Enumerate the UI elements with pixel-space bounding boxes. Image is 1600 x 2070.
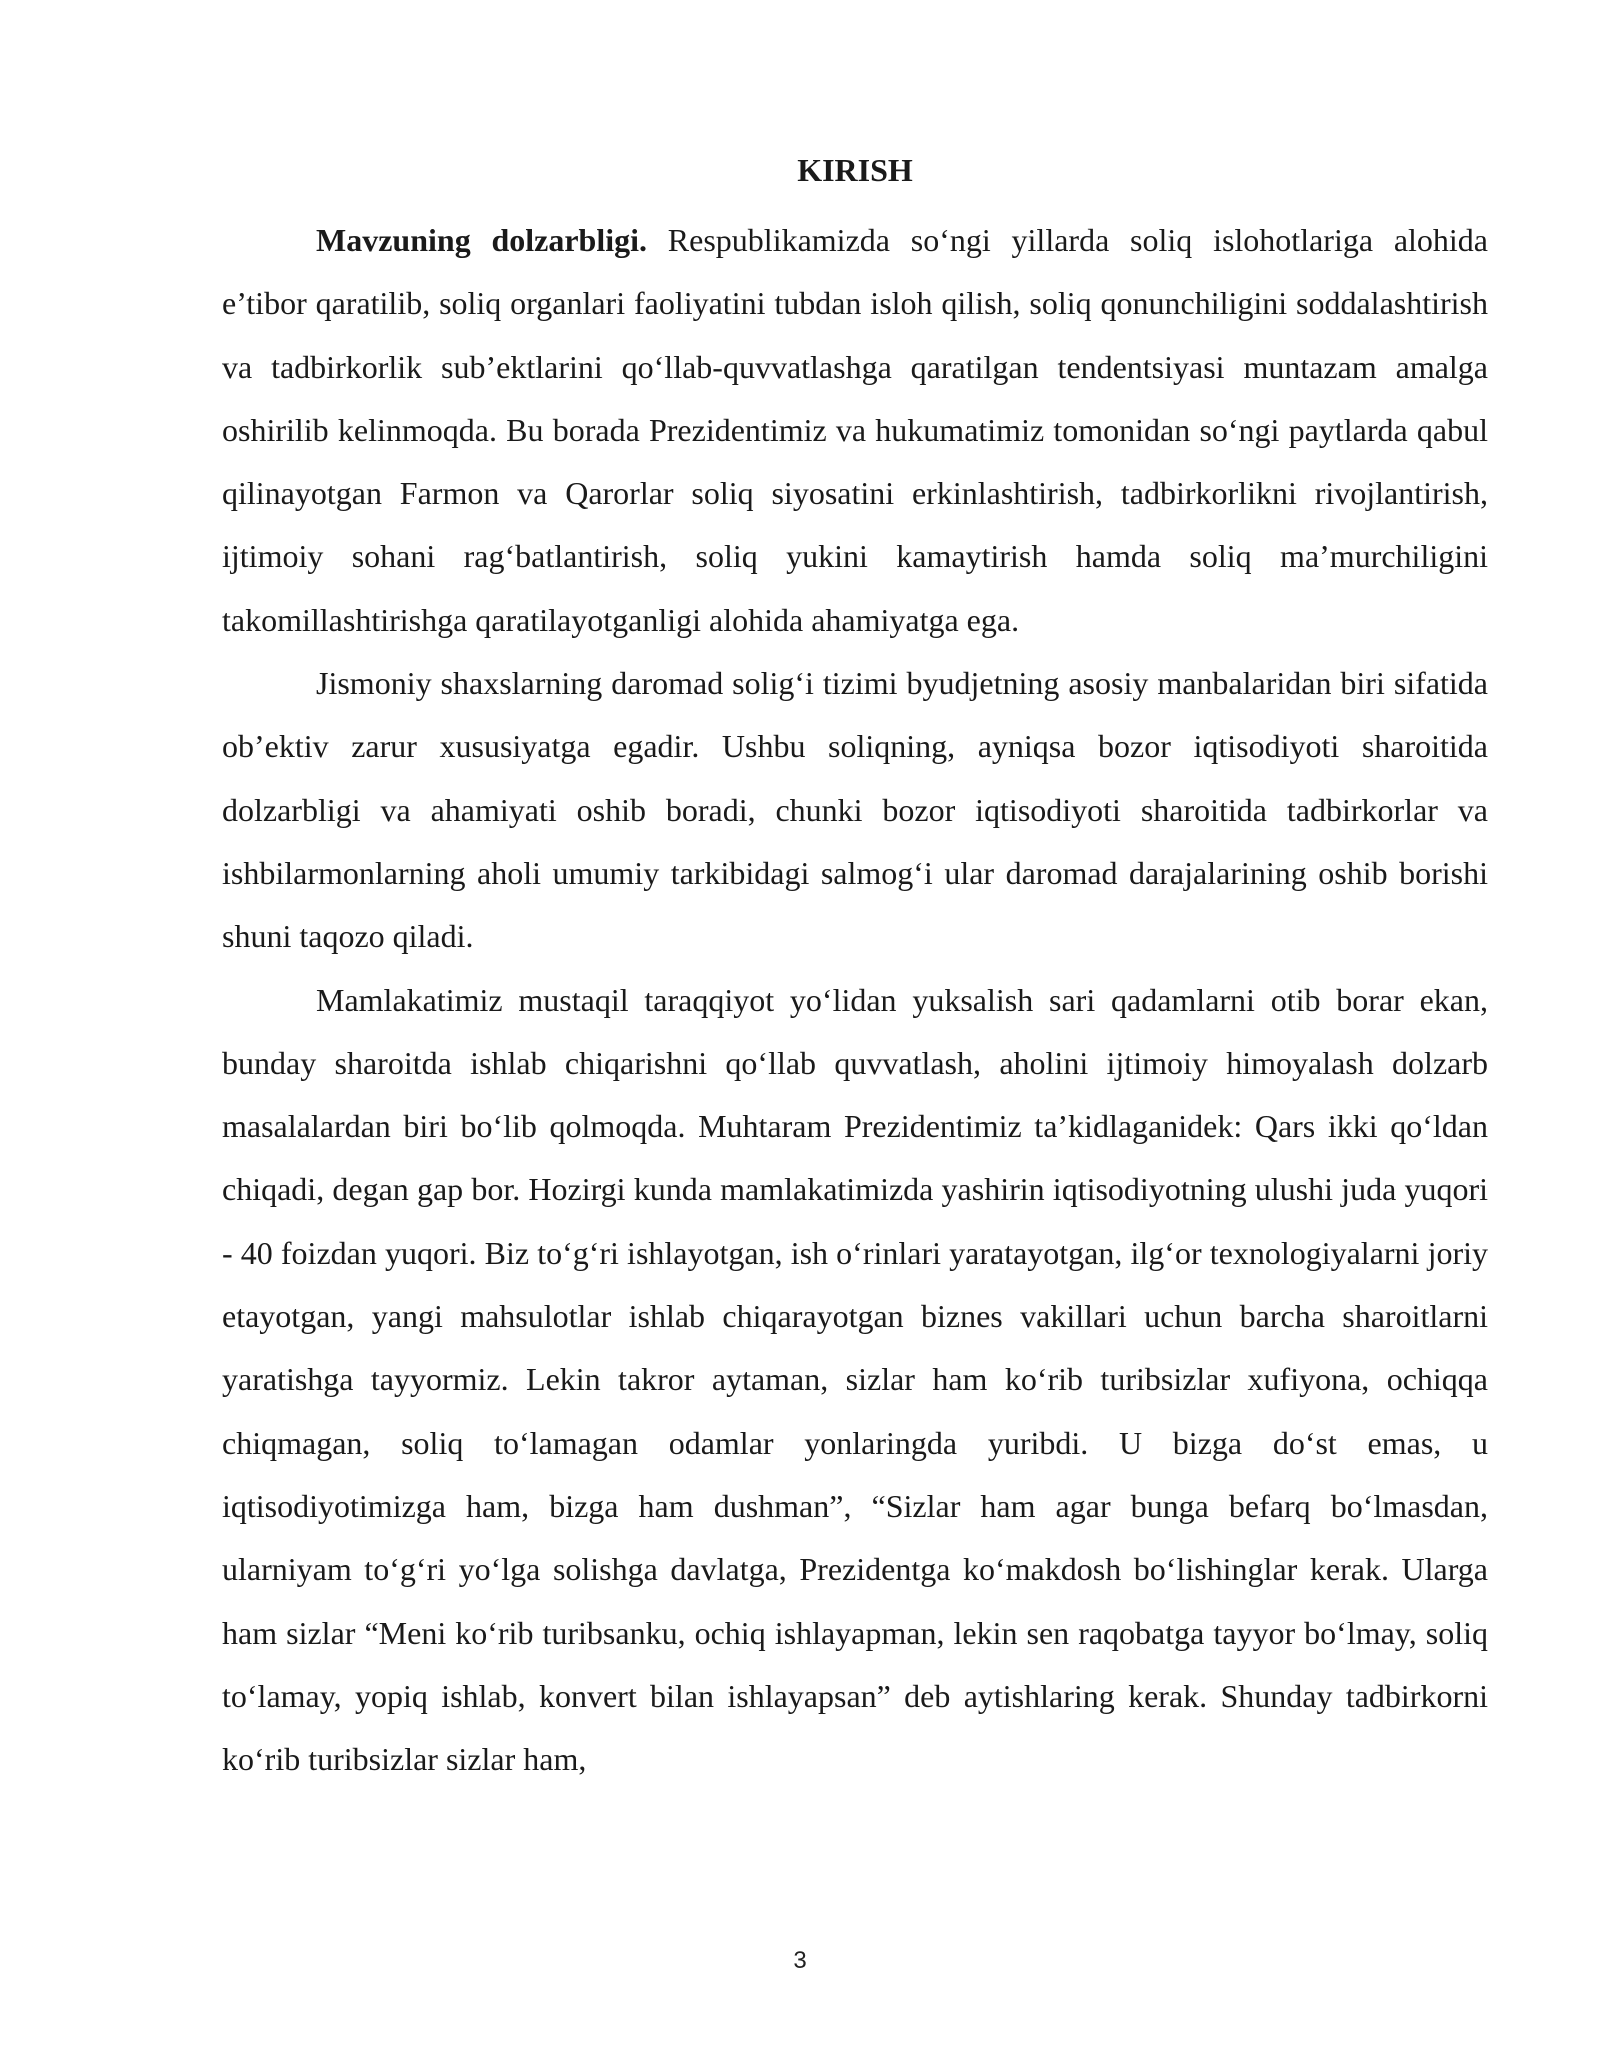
paragraph-relevance: [222, 209, 1488, 652]
paragraph-text: Jismoniy shaxslarning daromad solig‘i tizimi byudjetning asosiy manbalaridan biri sifatida ob’ektiv zarur xususiyatga egadir. Ushbu soliqning, ayniqsa bozor iqtisodiyoti sharoitida dolzarbligi va ahamiyati oshib boradi, chunki bozor iqtisodiyoti sharoitida tadbirkorlar va ishbilarmonlarning aholi umumiy tarkibidagi salmog‘i ular daromad darajalarining oshib borishi shuni taqozo qiladi.: [222, 665, 1488, 955]
section-heading: KIRISH: [797, 152, 913, 188]
paragraph-text: Respublikamizda so‘ngi yillarda soliq islohotlariga alohida e’tibor qaratilib, soliq organlari faoliyatini tubdan isloh qilish, soliq qonunchiligini soddalashtirish va tadbirkorlik sub’ektlarini qo‘llab-quvvatlashga qaratilgan tendentsiyasi muntazam amalga oshirilib kelinmoqda. Bu borada Prezidentimiz va hukumatimiz tomonidan so‘ngi paytlarda qabul qilinayotgan Farmon va Qarorlar soliq siyosatini erkinlashtirish, tadbirkorlikni rivojlantirish, ijtimoiy sohani rag‘batlantirish, soliq yukini kamaytirish hamda soliq ma’murchiligini takomillashtirishga qaratilayotganligi alohida ahamiyatga ega.: [222, 222, 1489, 638]
paragraph-lead-bold: Mavzuning dolzarbligi.: [316, 222, 648, 258]
paragraph-text: Mamlakatimiz mustaqil taraqqiyot yo‘lidan yuksalish sari qadamlarni otib borar ekan, bunday sharoitda ishlab chiqarishni qo‘llab quvvatlash, aholini ijtimoiy himoyalash dolzarb masalalardan biri bo‘lib qolmoqda. Muhtaram Prezidentimiz ta’kidlaganidek: Qars ikki qo‘ldan chiqadi, degan gap bor. Hozirgi kunda mamlakatimizda yashirin iqtisodiyotning ulushi juda yuqori - 40 foizdan yuqori. Biz to‘g‘ri ishlayotgan, ish o‘rinlari yaratayotgan, ilg‘or texnologiyalarni joriy etayotgan, yangi mahsulotlar ishlab chiqarayotgan biznes vakillari uchun barcha sharoitlarni yaratishga tayyormiz. Lekin takror aytaman, sizlar ham ko‘rib turibsizlar xufiyona, ochiqqa chiqmagan, soliq to‘lamagan odamlar yonlaringda yuribdi. U bizga do‘st emas, u iqtisodiyotimizga ham, bizga ham dushman”, “Sizlar ham agar bunga befarq bo‘lmasdan, ularniyam to‘g‘ri yo‘lga solishga davlatga, Prezidentga ko‘makdosh bo‘lishinglar kerak. Ularga ham sizlar “Meni ko‘rib turibsanku, ochiq ishlayapman, lekin sen raqobatga tayyor bo‘lmay, soliq to‘lamay, yopiq ishlab, konvert bilan ishlayapsan” deb aytishlaring kerak. Shunday tadbirkorni ko‘rib turibsizlar sizlar ham,: [222, 981, 1488, 1778]
page-number: 3: [793, 1947, 807, 1974]
page-body: [222, 148, 1488, 1791]
paragraph-income-tax: [222, 652, 1488, 968]
paragraph-economy: [222, 969, 1488, 1792]
